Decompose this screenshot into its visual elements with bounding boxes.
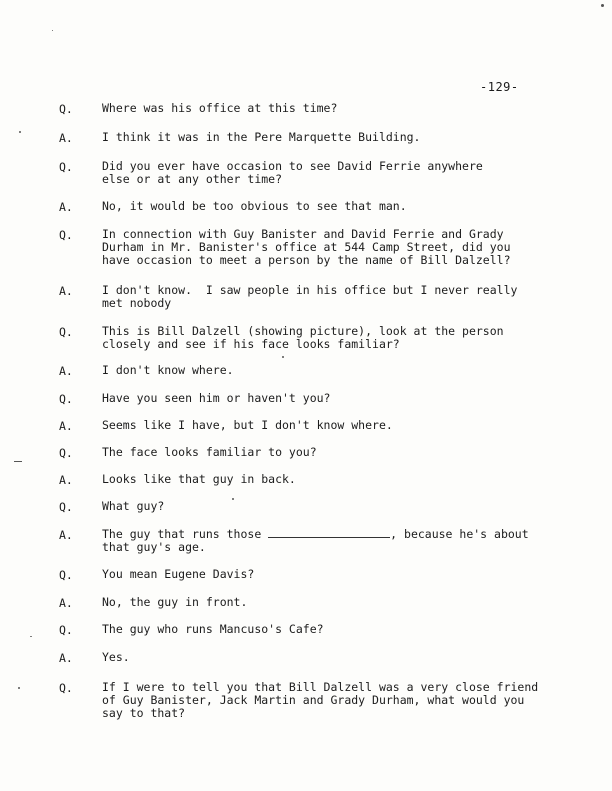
- entry-text: [102, 681, 562, 720]
- speaker-label: Q.: [59, 228, 73, 242]
- entry-text: [102, 160, 562, 186]
- entry-text: [102, 446, 562, 459]
- entry-text: [102, 102, 562, 115]
- redaction-blank-line: [268, 529, 390, 538]
- text-line: say to that?: [102, 706, 186, 720]
- text-line: have occasion to meet a person by the name of Bill Dalzell?: [102, 253, 511, 267]
- speaker-label: A.: [59, 596, 73, 610]
- speaker-label: Q.: [59, 102, 73, 116]
- entry-text: [102, 419, 562, 432]
- speaker-label: Q.: [59, 568, 73, 582]
- text-line: that guy's age.: [102, 540, 206, 554]
- text-line: This is Bill Dalzell (showing picture), look at the person: [102, 324, 504, 338]
- text-line: I think it was in the Pere Marquette Building.: [102, 130, 421, 144]
- speaker-label: A.: [59, 528, 73, 542]
- speaker-label: A.: [59, 200, 73, 214]
- speaker-label: Q.: [59, 325, 73, 339]
- entry-text: [102, 325, 562, 351]
- scan-speck: [52, 30, 53, 31]
- entry-text: [102, 284, 562, 310]
- text-line: else or at any other time?: [102, 172, 283, 186]
- entry-text: [102, 364, 562, 377]
- entry-text: [102, 392, 562, 405]
- text-line: Seems like I have, but I don't know where.: [102, 418, 393, 432]
- speaker-label: Q.: [59, 446, 73, 460]
- speaker-label: Q.: [59, 500, 73, 514]
- text-line: The guy who runs Mancuso's Cafe?: [102, 622, 324, 636]
- speaker-label: Q.: [59, 623, 73, 637]
- scan-speck: [19, 131, 21, 133]
- text-line: Where was his office at this time?: [102, 101, 338, 115]
- page-number: -129-: [480, 80, 519, 94]
- entry-text: [102, 623, 562, 636]
- scan-speck: [282, 356, 284, 358]
- text-line: Yes.: [102, 650, 130, 664]
- text-line: No, it would be too obvious to see that man.: [102, 199, 407, 213]
- text-line: Durham in Mr. Banister's office at 544 Camp Street, did you: [102, 240, 511, 254]
- speaker-label: A.: [59, 419, 73, 433]
- scan-speck: [18, 687, 20, 689]
- text-line: , because he's about: [390, 527, 529, 541]
- text-line: The guy that runs those: [102, 527, 269, 541]
- scan-speck: [30, 636, 32, 637]
- text-line: Looks like that guy in back.: [102, 472, 296, 486]
- entry-text: [102, 200, 562, 213]
- text-line: You mean Eugene Davis?: [102, 567, 255, 581]
- text-line: What guy?: [102, 499, 165, 513]
- entry-text: [102, 596, 562, 609]
- entry-text: [102, 568, 562, 581]
- entry-text: [102, 228, 562, 267]
- speaker-label: Q.: [59, 392, 73, 406]
- text-line: If I were to tell you that Bill Dalzell was a very close friend: [102, 680, 539, 694]
- text-line: closely and see if his face looks familiar?: [102, 337, 400, 351]
- speaker-label: A.: [59, 284, 73, 298]
- speaker-label: Q.: [59, 160, 73, 174]
- speaker-label: A.: [59, 131, 73, 145]
- text-line: Have you seen him or haven't you?: [102, 391, 331, 405]
- text-line: I don't know. I saw people in his office but I never really: [102, 283, 518, 297]
- text-line: Did you ever have occasion to see David Ferrie anywhere: [102, 159, 483, 173]
- entry-text: [102, 500, 562, 513]
- entry-text: [102, 131, 562, 144]
- text-line: In connection with Guy Banister and David Ferrie and Grady: [102, 227, 504, 241]
- scan-speck: [14, 461, 22, 462]
- text-line: I don't know where.: [102, 363, 234, 377]
- entry-text: [102, 473, 562, 486]
- text-line: The face looks familiar to you?: [102, 445, 317, 459]
- speaker-label: A.: [59, 364, 73, 378]
- speaker-label: Q.: [59, 681, 73, 695]
- scan-speck: [601, 4, 604, 7]
- text-line: met nobody: [102, 296, 172, 310]
- text-line: No, the guy in front.: [102, 595, 248, 609]
- text-line: of Guy Banister, Jack Martin and Grady Durham, what would you: [102, 693, 525, 707]
- entry-text: [102, 651, 562, 664]
- speaker-label: A.: [59, 473, 73, 487]
- entry-text: [102, 528, 562, 554]
- scan-speck: [232, 498, 234, 500]
- speaker-label: A.: [59, 651, 73, 665]
